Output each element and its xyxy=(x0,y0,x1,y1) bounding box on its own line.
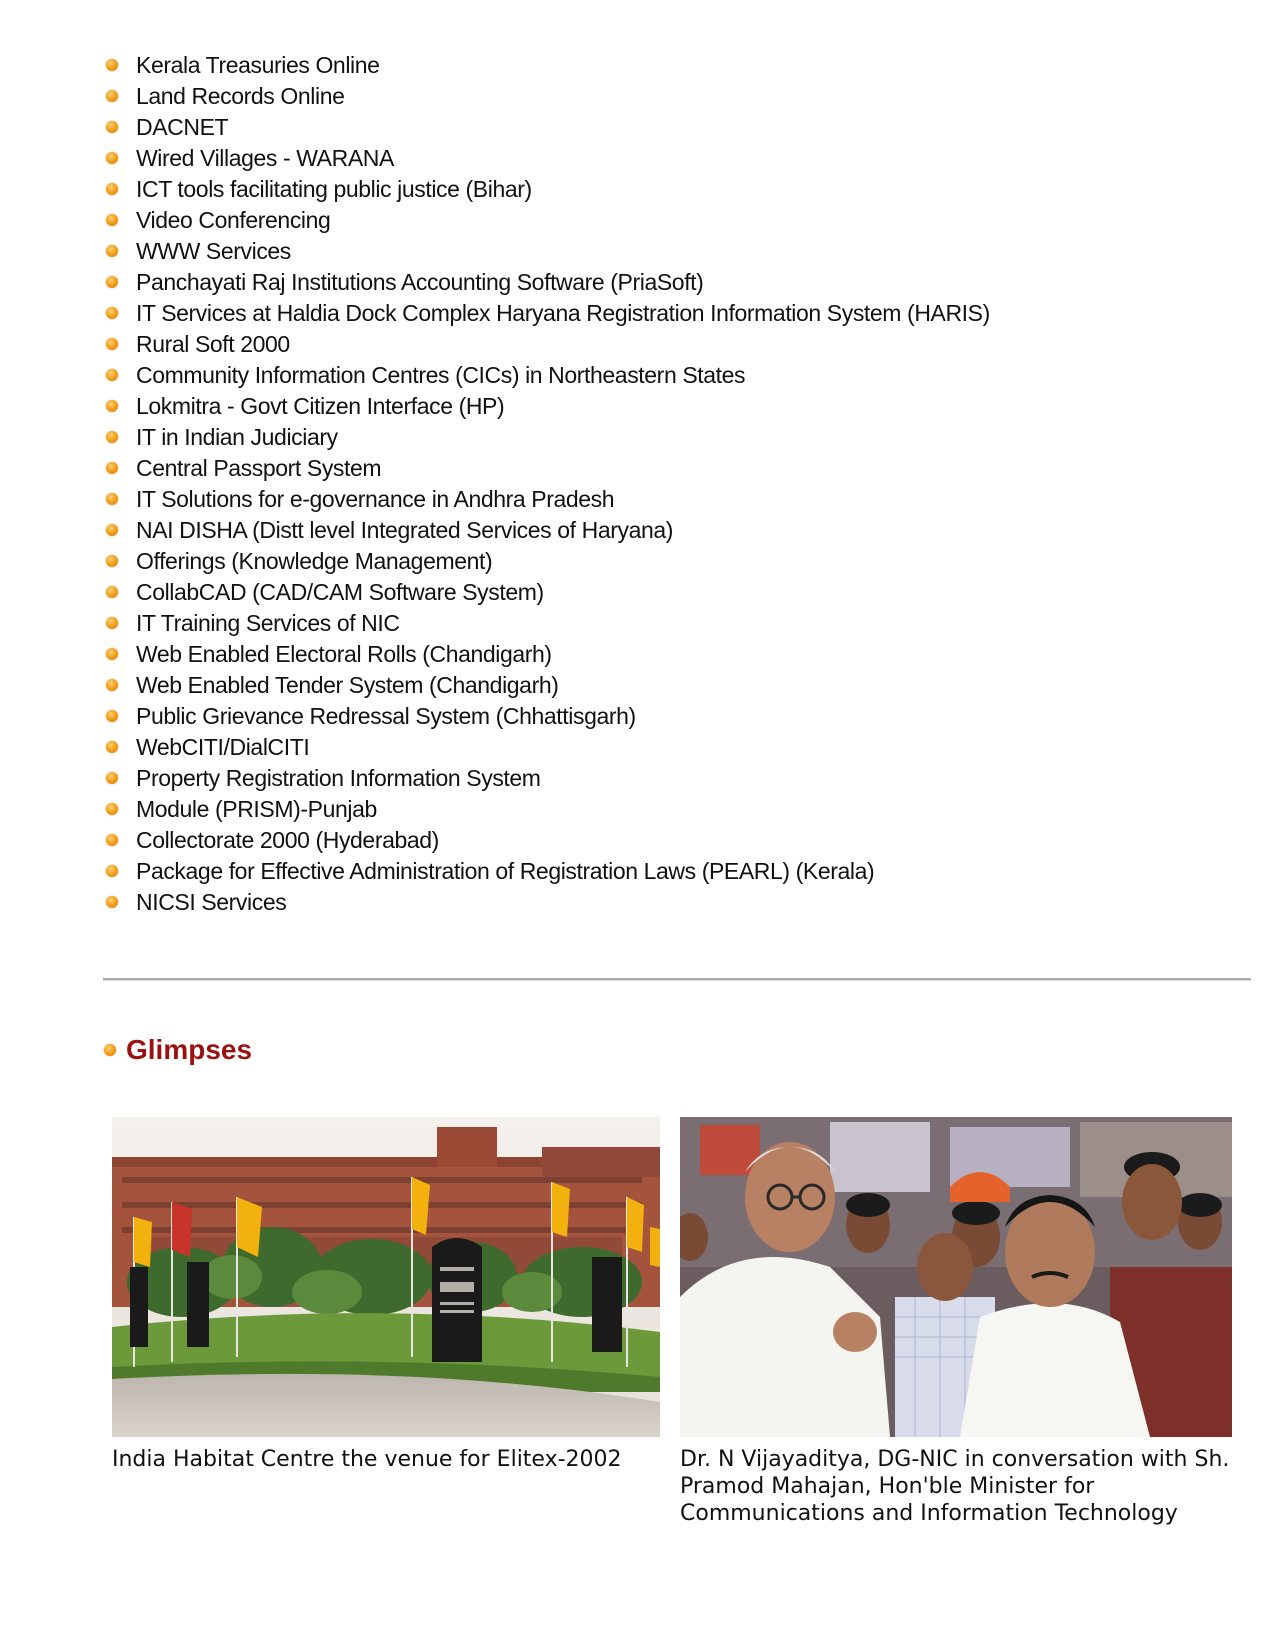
orange-bullet-icon xyxy=(106,338,118,350)
orange-bullet-icon xyxy=(106,245,118,257)
list-item-label: Community Information Centres (CICs) in Northeastern States xyxy=(136,362,746,388)
orange-bullet-icon xyxy=(106,896,118,908)
list-item-label: IT Solutions for e-governance in Andhra Pradesh xyxy=(136,486,615,512)
horizontal-divider xyxy=(103,978,1251,981)
list-item[interactable] xyxy=(104,794,990,825)
list-item[interactable] xyxy=(104,701,990,732)
orange-bullet-icon xyxy=(106,524,118,536)
list-item[interactable] xyxy=(104,608,990,639)
glimpses-heading xyxy=(104,1030,252,1070)
orange-bullet-icon xyxy=(106,121,118,133)
orange-bullet-icon xyxy=(106,307,118,319)
photo-caption: India Habitat Centre the venue for Elitex-2002 xyxy=(112,1447,622,1472)
list-item-label: Property Registration Information System xyxy=(136,765,541,791)
venue-photo-image xyxy=(112,1117,660,1437)
orange-bullet-icon xyxy=(106,741,118,753)
orange-bullet-icon xyxy=(106,493,118,505)
list-item[interactable] xyxy=(104,825,990,856)
list-item-label: IT in Indian Judiciary xyxy=(136,424,338,450)
list-item[interactable] xyxy=(104,112,990,143)
list-item-label: Web Enabled Electoral Rolls (Chandigarh) xyxy=(136,641,552,667)
list-item[interactable] xyxy=(104,515,990,546)
list-item-label: NICSI Services xyxy=(136,889,287,915)
list-item[interactable] xyxy=(104,639,990,670)
services-list xyxy=(104,50,990,918)
list-item[interactable] xyxy=(104,577,990,608)
list-item-label: Lokmitra - Govt Citizen Interface (HP) xyxy=(136,393,505,419)
list-item[interactable] xyxy=(104,205,990,236)
list-item-label: Central Passport System xyxy=(136,455,382,481)
list-item-label: Video Conferencing xyxy=(136,207,331,233)
list-item[interactable] xyxy=(104,422,990,453)
list-item-label: DACNET xyxy=(136,114,229,140)
section-title: Glimpses xyxy=(126,1034,253,1065)
list-item[interactable] xyxy=(104,887,990,918)
list-item-label: Kerala Treasuries Online xyxy=(136,52,380,78)
list-item[interactable] xyxy=(104,236,990,267)
list-item-label: Offerings (Knowledge Management) xyxy=(136,548,493,574)
venue-photo[interactable] xyxy=(112,1117,660,1437)
list-item-label: Module (PRISM)-Punjab xyxy=(136,796,377,822)
list-item-label: WWW Services xyxy=(136,238,291,264)
orange-bullet-icon xyxy=(106,679,118,691)
list-item[interactable] xyxy=(104,267,990,298)
list-item[interactable] xyxy=(104,298,990,329)
list-item-label: Land Records Online xyxy=(136,83,345,109)
orange-bullet-icon xyxy=(106,555,118,567)
conversation-photo[interactable] xyxy=(680,1117,1232,1437)
orange-bullet-icon xyxy=(106,59,118,71)
list-item[interactable] xyxy=(104,50,990,81)
list-item[interactable] xyxy=(104,329,990,360)
list-item-label: Wired Villages - WARANA xyxy=(136,145,394,171)
list-item-label: Rural Soft 2000 xyxy=(136,331,290,357)
orange-bullet-icon xyxy=(106,772,118,784)
list-item-label: Public Grievance Redressal System (Chhattisgarh) xyxy=(136,703,636,729)
list-item-label: ICT tools facilitating public justice (Bihar) xyxy=(136,176,532,202)
list-item-label: Collectorate 2000 (Hyderabad) xyxy=(136,827,439,853)
list-item[interactable] xyxy=(104,546,990,577)
list-item[interactable] xyxy=(104,763,990,794)
list-item-label: NAI DISHA (Distt level Integrated Services of Haryana) xyxy=(136,517,674,543)
orange-bullet-icon xyxy=(106,834,118,846)
orange-bullet-icon xyxy=(106,803,118,815)
orange-bullet-icon xyxy=(106,183,118,195)
list-item[interactable] xyxy=(104,391,990,422)
orange-bullet-icon xyxy=(106,431,118,443)
list-item[interactable] xyxy=(104,856,990,887)
orange-bullet-icon xyxy=(106,214,118,226)
list-item-label: WebCITI/DialCITI xyxy=(136,734,310,760)
orange-bullet-icon xyxy=(106,90,118,102)
orange-bullet-icon xyxy=(106,586,118,598)
orange-bullet-icon xyxy=(106,369,118,381)
orange-bullet-icon xyxy=(106,462,118,474)
list-item-label: IT Services at Haldia Dock Complex Haryana Registration Information System (HARIS) xyxy=(136,300,990,326)
list-item-label: IT Training Services of NIC xyxy=(136,610,400,636)
list-item[interactable] xyxy=(104,670,990,701)
conversation-photo-image xyxy=(680,1117,1232,1437)
list-item[interactable] xyxy=(104,732,990,763)
photo-caption: Dr. N Vijayaditya, DG-NIC in conversation with Sh. Pramod Mahajan, Hon'ble Minister for Communications and Information Technology xyxy=(680,1447,1230,1526)
list-item[interactable] xyxy=(104,360,990,391)
list-item-label: Package for Effective Administration of Registration Laws (PEARL) (Kerala) xyxy=(136,858,875,884)
list-item-label: CollabCAD (CAD/CAM Software System) xyxy=(136,579,544,605)
orange-bullet-icon xyxy=(106,276,118,288)
orange-bullet-icon xyxy=(106,710,118,722)
list-item-label: Panchayati Raj Institutions Accounting Software (PriaSoft) xyxy=(136,269,704,295)
orange-bullet-icon xyxy=(106,152,118,164)
list-item-label: Web Enabled Tender System (Chandigarh) xyxy=(136,672,559,698)
list-item[interactable] xyxy=(104,484,990,515)
orange-bullet-icon xyxy=(106,648,118,660)
list-item[interactable] xyxy=(104,174,990,205)
list-item[interactable] xyxy=(104,81,990,112)
orange-bullet-icon xyxy=(104,1044,116,1056)
orange-bullet-icon xyxy=(106,400,118,412)
list-item[interactable] xyxy=(104,453,990,484)
orange-bullet-icon xyxy=(106,617,118,629)
orange-bullet-icon xyxy=(106,865,118,877)
list-item[interactable] xyxy=(104,143,990,174)
